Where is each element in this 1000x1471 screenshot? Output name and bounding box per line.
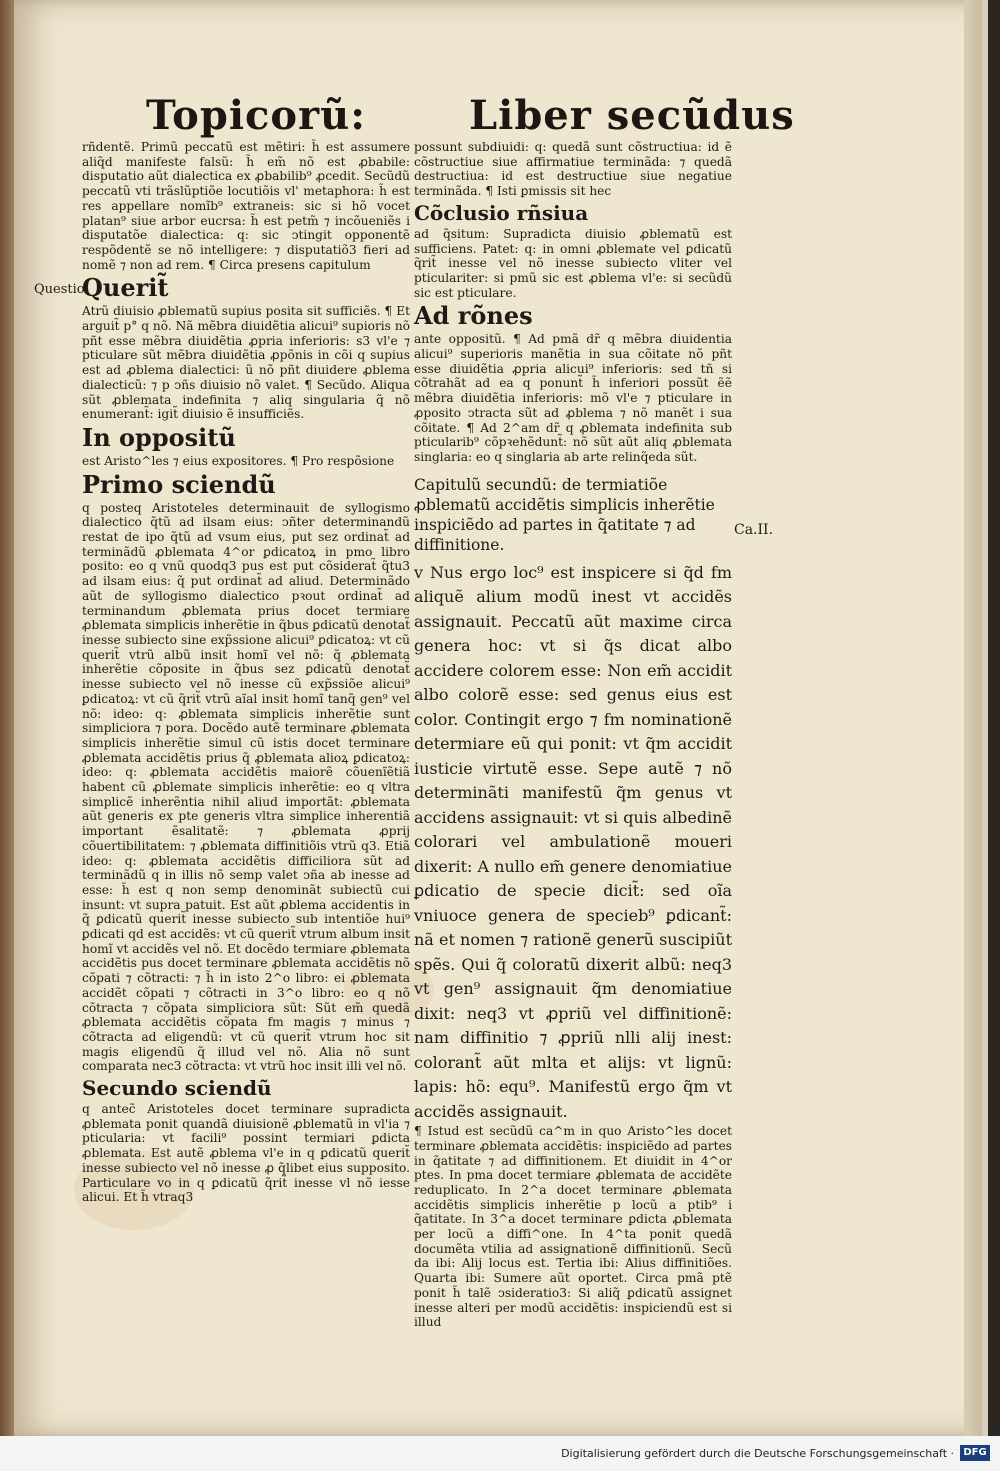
right-column — [414, 140, 732, 1330]
right-para-1: possunt subdiuidi: q: quedã sunt cõstructiua: id ẽ cõstructiue siue affirmatiue terminãda: ⁊ quedã destructiua: id est destructiue siue negatiue terminãda. ¶ Isti ꝑmissis sit hec — [414, 140, 732, 199]
running-head-right: Liber secũdus — [469, 92, 795, 139]
right-para-4: ¶ Istud est secũdũ ca^m in quo Aristo^les docet terminare ꝓblemata accidẽtis: inspiciẽdo ad partes in q̃atitate ⁊ ad diffinitionem. Et diuidit in 4^or ptes. In pma docet termiare ꝓblemata de accidẽte reduplicato. In 2^a docet terminare ꝓblemata accidẽtis simplicis inherẽtie p locũ a ptib⁹ i q̃atitate. In 3^a docet terminare ꝑdicta ꝓblemata per locũ a diffi^one. In 4^ta ponit quedã documẽta vtilia ad assignationẽ diffinitionũ. Secũ da ibi: Alij locus est. Tertia ibi: Alius diffinitiões. Quarta ibi: Sumere aũt oportet. Circa pmã ptẽ ponit h̃ talẽ ↄsideratio3: Si aliq̃ ꝑdicatũ assignet inesse alteri per modũ accidẽtis: inspiciendũ est si illud — [414, 1124, 732, 1330]
left-heading-primo-sciendum: Primo sciendũ — [82, 469, 276, 499]
left-para-3: est Aristo^les ⁊ eius expositores. ¶ Pro respõsione — [82, 453, 395, 468]
book-page — [14, 0, 988, 1436]
left-heading-secundo-sciendum: Secundo sciendũ — [82, 1076, 272, 1101]
left-heading-querit: Querit̃ — [82, 273, 169, 303]
right-para-2: ad q̃situm: Supradicta diuisio ꝓblematũ est sufficiens. Patet: q: in omni ꝓblemate vel ꝑdicatũ q̃rit̃ inesse vel nõ inesse subiecto vliter vel pticulariter: si pmũ sic est ꝓblema vl'e: si secũdũ sic est pticulare. — [414, 226, 732, 300]
right-heading-ad-rones: Ad rõnes — [414, 301, 533, 331]
running-head-left: Topicorũ: — [146, 92, 366, 139]
page-edge — [964, 0, 982, 1436]
footer-credit: Digitalisierung gefördert durch die Deutsche Forschungsgemeinschaft · — [561, 1447, 954, 1460]
left-para-1: rñdentẽ. Primũ peccatũ est mẽtiri: h̃ est assumere aliq̃d manifeste falsũ: h̃ em̃ nõ est ꝓbabile: disputatio aũt dialectica ex ꝓbabilib⁹ ꝓcedit. Secũdũ peccatũ vti trãslũptiõe locutiõis vl' metaphora: h̃ est res appellare nomĩb⁹ extraneis: sic si hõ vocet platan⁹ siue arbor eucrsa: h̃ est petm̃ ⁊ incõueniẽs i disputatõe dialectica: q: sic ↄtingit opponentẽ respõdentẽ se nõ intelligere: ⁊ disputatiõ3 fieri ad nomẽ ⁊ non ad rem. ¶ Circa presens capitulum — [82, 140, 410, 272]
running-head — [14, 92, 982, 142]
footer-bar — [0, 1436, 1000, 1471]
margin-note-chapter: Ca.II. — [734, 522, 774, 538]
book-spine — [0, 0, 14, 1436]
left-column — [82, 140, 410, 1215]
margin-note-questio: Questio. — [34, 282, 89, 297]
left-para-2: Atrũ diuisio ꝓblematũ supius posita sit sufficiẽs. ¶ Et arguit̃ p° q nõ. Nã mẽbra diuidẽtia alicui⁹ supioris nõ pñt esse mẽbra diuidẽtia ꝓpria inferioris: s3 vl'e ⁊ pticulare sũt mẽbra diuidẽtia ꝓpõnis in cõi q supius est ad ꝓblema dialectici: ũ nõ pñt diuidere ꝓblema dialecticũ: ⁊ p ↄñs diuisio nõ valet. ¶ Secũdo. Aliqua sũt ꝓblemata indefinita ⁊ aliq singularia q̃ nõ enumerant̃: igit̃ diuisio ẽ insufficiẽs. — [82, 304, 410, 422]
left-heading-in-oppositum: In oppositũ — [82, 422, 236, 452]
dfg-logo-icon: DFG — [960, 1445, 990, 1461]
left-para-4: q posteq Aristoteles determinauit de syllogismo dialectico q̃tũ ad ilsam eius: ↄñter determinandũ restat de ipo q̃tũ ad vsum eius, put sez ordinat̃ ad terminãdũ ꝓblemata 4^or ꝑdicatoꝝ in pmo libro posito: eo q vnũ quodq3 pus est put cõsiderat̃ q̃tu3 ad ilsam eius: q̃ put ordinat̃ ad aliud. Determinãdo aũt de syllogismo dialectico pꝛout ordinat̃ ad terminandum ꝓblemata prius docet termiare ꝓblemata simplicis inherẽtie in q̃bus ꝑdicatũ denotat̃ inesse subiecto sine exp̃ssione alicui⁹ ꝑdicatoꝝ: vt cũ querit̃ vtrũ albũ insit homĩ vel nõ: q̃ ꝓblemata inherẽtie cõposite in q̃bus sez ꝑdicatũ denotat̃ inesse subiecto vel nõ inesse cũ exp̃ssiõe alicui⁹ ꝑdicatoꝝ: vt cũ q̃rit̃ vtrũ aĩal insit homĩ tanq̃ gen⁹ vel nõ: ideo: q: ꝓblemata simplicis inherẽtie sunt simpliciora ⁊ pora. Docẽdo autẽ terminare ꝓblemata simplicis inherẽtie simul cũ istis docet terminare ꝓblemata accidẽtis prius q̃ ꝓblemata alioꝝ ꝑdicatoꝝ: ideo: q: ꝓblemata accidẽtis maiorẽ cõuenĩẽtiã habent cũ ꝓblemate simplicis inherẽtie: eo q vltra simplicẽ inherẽntia nihil aliud importãt: ꝓblemata aũt generis ex pte generis vltra simplice inherentiã important ẽsalitatẽ: ⁊ ꝓblemata ꝓprij cõuertibilitatem: ⁊ ꝓblemata diffinitiõis vtrũ q3. Etiã ideo: q: ꝓblemata accidẽtis difficiliora sũt ad terminãdũ q in illis nõ semp valet ↄña ab inesse ad esse: h̃ est q non semp denominãt subiectũ cui insunt: vt supra patuit. Est aũt ꝓblema accidentis in q̃ ꝑdicatũ querit̃ inesse subiecto sub intentiõe hui⁹ ꝑdicati qd est accidẽs: vt cũ querit̃ vtrum album insit homĩ vt accidẽs vel nõ. Et docẽdo termiare ꝓblemata accidẽtis pus docet terminare ꝓblemata accidẽtis nõ cõpati ⁊ cõtracti: ⁊ h̃ in isto 2^o libro: ei ꝓblemata accidẽt cõpati ⁊ cõtracti in 3^o libro: eo q nõ cõtracta ⁊ cõpata simpliciora sũt: Sũt em̃ quedã ꝓblemata accidẽtis cõpata fm magis ⁊ minus ⁊ cõtracta ad eligendũ: vt cũ querit̃ vtrum hoc sit magis eligendũ q̃ illud vel nõ. Alia nõ sunt comparata nec3 cõtracta: vt vtrũ hoc insit illi vel nõ. — [82, 500, 410, 1074]
chapter-heading: Capitulũ secundũ: de termiatiõe ꝓblematũ accidẽtis simplicis inherẽtie inspiciẽdo ad partes in q̃atitate ⁊ ad diffinitione. — [414, 475, 715, 554]
left-para-5: q antec̃ Aristoteles docet terminare supradicta ꝓblemata ponit quandã diuisionẽ ꝓblematũ in vl'ia ⁊ pticularia: vt facili⁹ possint termiari ꝑdicta ꝓblemata. Est autẽ ꝓblema vl'e in q ꝑdicatũ querit̃ inesse subiecto vel nõ inesse ꝓ q̃libet eius supposito. Particulare vo in q ꝑdicatũ q̃rit̃ inesse vl nõ iesse alicui. Et h̃ vtraq3 — [82, 1102, 410, 1205]
right-aristotle-text: v Nus ergo loc⁹ est inspicere si q̃d fm aliquẽ alium modũ inest vt accidẽs assignauit. Peccatũ aũt maxime circa genera hoc: vt si q̃s dicat albo accidere colorem esse: Non em̃ accidit albo colorẽ esse: sed genus eius est color. Contingit ergo ⁊ fm nominationẽ determiare eũ qui ponit: vt q̃m accidit iusticie virtutẽ esse. Sepe autẽ ⁊ nõ determinãti manifestũ q̃m genus vt accidens assignauit: vt si quis albedinẽ colorari vel ambulationẽ moueri dixerit: A nullo em̃ genere denomiatiue ꝑdicatio de specie dicit̃: sed oĩa vniuoce genera de specieb⁹ ꝑdicant̃: nã et nomen ⁊ rationẽ generũ suscipiũt spẽs. Qui q̃ coloratũ dixerit albũ: neq3 vt gen⁹ assignauit q̃m denomiatiue dixit: neq3 vt ꝓpriũ vel diffinitionẽ: nam diffinitio ⁊ ꝓpriũ nlli alij inest: colorant̃ aũt mlta et alijs: vt lignũ: lapis: hõ: equ⁹. Manifestũ ergo q̃m vt accidẽs assignauit. — [414, 562, 732, 1121]
right-para-3: ante oppositũ. ¶ Ad pmã dr̃ q mẽbra diuidentia alicui⁹ superioris manẽtia in sua cõitate nõ pñt esse diuidẽtia ꝓpria alicui⁹ inferioris: sed tñ si cõtrahãt ad ea q ponunt̃ h̃ inferiori possũt ẽẽ mẽbra diuidẽtia inferioris: mõ vl'e ⁊ pticulare in ꝓposito ↄtracta sũt ad ꝓblema ⁊ nõ manẽt i sua cõitate. ¶ Ad 2^am dr̃ q ꝓblemata indefinita sub pticularib⁹ cõpꝛehẽdunt̃: nõ sũt aũt aliq ꝓblemata singlaria: eo q singlaria ab arte relinq̃eda sũt. — [414, 332, 732, 464]
right-heading-conclusio: Cõclusio rñsiua — [414, 200, 589, 225]
